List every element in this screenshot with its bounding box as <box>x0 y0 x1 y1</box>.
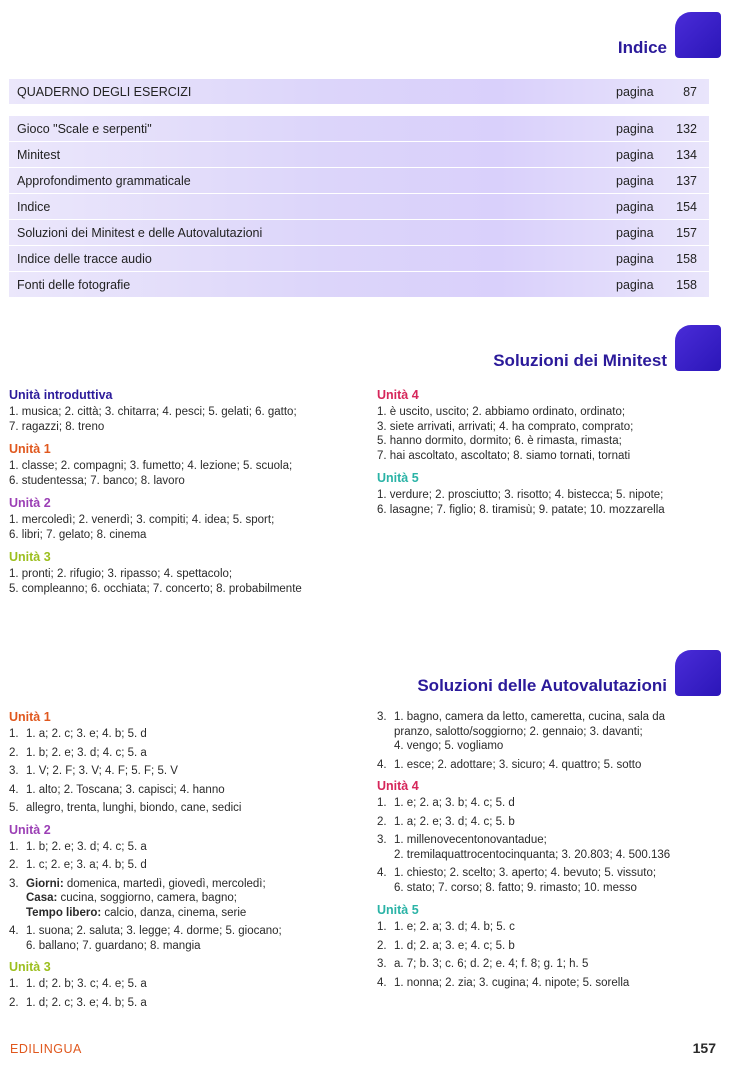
index-row-pagina: pagina <box>616 121 654 136</box>
answer-line: 1. bagno, camera da letto, cameretta, cucina, sala da <box>394 711 666 723</box>
item-number: 2. <box>9 859 19 871</box>
section-tab-icon <box>675 12 721 58</box>
answer-line: 3. siete arrivati, arrivati; 4. ha comprato, comprato; <box>377 420 634 433</box>
unit-heading: Unità introduttiva <box>9 388 113 402</box>
item-number: 4. <box>9 783 19 796</box>
answer-item <box>9 996 364 1011</box>
unit-heading: Unità 2 <box>9 496 51 510</box>
answer-list <box>9 977 364 1010</box>
item-text: a. 7; b. 3; c. 6; d. 2; e. 4; f. 8; g. 1; h. 5 <box>394 958 589 970</box>
publisher-logo: EDILINGUA <box>10 1042 82 1056</box>
unit-answers <box>9 405 364 434</box>
unit-heading: Unità 4 <box>377 779 419 793</box>
answer-label: Giorni: <box>26 877 64 890</box>
minitest-heading <box>493 325 721 371</box>
index-row-pagina: pagina <box>616 84 654 99</box>
autoval-right-column <box>377 710 737 997</box>
minitest-right-column <box>377 388 737 525</box>
autoval-title: Soluzioni delle Autovalutazioni <box>417 676 667 695</box>
unit-heading: Unità 3 <box>9 960 51 974</box>
index-row-name: Approfondimento grammaticale <box>17 173 191 188</box>
item-number: 4. <box>377 758 387 771</box>
item-number: 1. <box>377 921 387 933</box>
answer-item <box>377 976 737 991</box>
item-number: 2. <box>9 746 19 759</box>
answer-item <box>9 783 364 798</box>
answer-list <box>377 796 737 895</box>
autoval-heading <box>417 650 721 696</box>
item-number: 1. <box>9 978 19 990</box>
unit-answers <box>9 567 364 596</box>
item-number: 2. <box>377 815 387 828</box>
section-tab-icon <box>675 325 721 371</box>
item-text: 1. d; 2. c; 3. e; 4. b; 5. a <box>26 996 147 1009</box>
answer-list <box>377 920 737 990</box>
answer-item <box>9 840 364 855</box>
index-row[interactable] <box>9 141 709 167</box>
answer-line: 1. mercoledì; 2. venerdì; 3. compiti; 4. idea; 5. sport; <box>9 514 275 526</box>
answer-line: 1. è uscito, uscito; 2. abbiamo ordinato, ordinato; <box>377 406 626 418</box>
item-number: 5. <box>9 802 19 814</box>
index-row[interactable] <box>9 167 709 193</box>
index-row-number: 134 <box>676 147 697 162</box>
index-table <box>9 116 709 297</box>
item-number: 2. <box>377 939 387 952</box>
answer-line <box>26 906 364 921</box>
index-row-name: Gioco "Scale e serpenti" <box>17 121 152 136</box>
item-text: 1. nonna; 2. zia; 3. cugina; 4. nipote; 5. sorella <box>394 976 630 989</box>
answer-value: calcio, danza, cinema, serie <box>101 906 247 919</box>
item-text: 1. alto; 2. Toscana; 3. capisci; 4. hanno <box>26 783 225 796</box>
answer-line: pranzo, salotto/soggiorno; 2. gennaio; 3. davanti; <box>394 725 643 738</box>
index-row-name: QUADERNO DEGLI ESERCIZI <box>17 84 192 99</box>
unit-answers <box>377 405 737 463</box>
item-text: 1. esce; 2. adottare; 3. sicuro; 4. quattro; 5. sotto <box>394 758 642 771</box>
item-text: 1. V; 2. F; 3. V; 4. F; 5. F; 5. V <box>26 765 178 777</box>
item-text: 1. e; 2. a; 3. b; 4. c; 5. d <box>394 797 515 809</box>
answer-line: 1. chiesto; 2. scelto; 3. aperto; 4. bevuto; 5. vissuto; <box>394 867 657 879</box>
index-row[interactable] <box>9 116 709 141</box>
item-text <box>394 866 737 895</box>
answer-line <box>26 891 364 906</box>
answer-item <box>377 920 737 935</box>
answer-item <box>9 924 364 953</box>
item-text: 1. b; 2. e; 3. d; 4. c; 5. a <box>26 840 147 853</box>
item-text: 1. a; 2. c; 3. e; 4. b; 5. d <box>26 728 147 740</box>
item-text: 1. d; 2. b; 3. c; 4. e; 5. a <box>26 978 147 990</box>
answer-line: 7. hai ascoltato, ascoltato; 8. siamo tornati, tornati <box>377 449 631 462</box>
index-row-pagina: pagina <box>616 173 654 188</box>
unit-heading: Unità 3 <box>9 550 51 564</box>
answer-line: 6. libri; 7. gelato; 8. cinema <box>9 528 147 541</box>
index-row-pagina: pagina <box>616 147 654 162</box>
unit-answers <box>9 513 364 542</box>
answer-line: 6. studentessa; 7. banco; 8. lavoro <box>9 474 185 487</box>
answer-item <box>377 815 737 830</box>
item-text <box>394 710 737 754</box>
answer-line: 6. ballano; 7. guardano; 8. mangia <box>26 939 201 952</box>
index-row-number: 158 <box>676 277 697 292</box>
answer-value: domenica, martedì, giovedì, mercoledì; <box>63 877 266 890</box>
answer-item <box>9 977 364 992</box>
index-row[interactable] <box>9 219 709 245</box>
index-row-number: 87 <box>683 84 697 99</box>
answer-list <box>9 727 364 816</box>
item-number: 3. <box>9 877 19 890</box>
answer-line: 6. lasagne; 7. figlio; 8. tiramisù; 9. patate; 10. mozzarella <box>377 503 665 516</box>
index-row-name: Fonti delle fotografie <box>17 277 131 292</box>
page-number: 157 <box>692 1040 716 1056</box>
minitest-left-column <box>9 388 364 604</box>
answer-item <box>9 858 364 873</box>
item-text: allegro, trenta, lunghi, biondo, cane, sedici <box>26 802 242 814</box>
answer-line: 1. millenovecentonovantadue; <box>394 834 547 846</box>
index-row-number: 154 <box>676 199 697 214</box>
answer-value: cucina, soggiorno, camera, bagno; <box>57 892 237 904</box>
answer-line: 2. tremilaquattrocentocinquanta; 3. 20.803; 4. 500.136 <box>394 848 671 861</box>
item-text: 1. e; 2. a; 3. d; 4. b; 5. c <box>394 921 515 933</box>
unit-heading: Unità 4 <box>377 388 419 402</box>
answer-line: 6. stato; 7. corso; 8. fatto; 9. rimasto; 10. messo <box>394 881 637 894</box>
minitest-title: Soluzioni dei Minitest <box>493 351 667 370</box>
unit-heading: Unità 1 <box>9 442 51 456</box>
answer-item <box>9 801 364 816</box>
item-number: 4. <box>377 867 387 879</box>
answer-line: 1. musica; 2. città; 3. chitarra; 4. pesci; 5. gelati; 6. gatto; <box>9 406 297 418</box>
answer-list <box>9 840 364 954</box>
item-number: 3. <box>377 958 387 970</box>
unit-heading: Unità 2 <box>9 822 51 837</box>
index-row-number: 132 <box>676 121 697 136</box>
item-text: 1. c; 2. e; 3. a; 4. b; 5. d <box>26 859 147 871</box>
answer-item <box>377 758 737 773</box>
index-row[interactable] <box>9 79 709 104</box>
item-text: 1. d; 2. a; 3. e; 4. c; 5. b <box>394 939 515 952</box>
answer-item <box>377 939 737 954</box>
index-row-pagina: pagina <box>616 251 654 266</box>
answer-item <box>9 877 364 921</box>
unit-heading: Unità 5 <box>377 471 419 485</box>
index-heading <box>618 12 721 58</box>
answer-item <box>377 710 737 754</box>
answer-line: 5. compleanno; 6. occhiata; 7. concerto; 8. probabilmente <box>9 582 302 595</box>
index-row-name: Soluzioni dei Minitest e delle Autovalutazioni <box>17 225 263 240</box>
answer-label: Casa: <box>26 892 58 904</box>
answer-list <box>377 710 737 772</box>
index-row-number: 137 <box>676 173 697 188</box>
item-text: 1. b; 2. e; 3. d; 4. c; 5. a <box>26 746 147 759</box>
item-number: 1. <box>9 728 19 740</box>
index-title: Indice <box>617 38 667 57</box>
answer-item <box>377 957 737 972</box>
item-number: 2. <box>9 996 19 1009</box>
unit-answers <box>9 459 364 488</box>
item-number: 4. <box>9 925 19 937</box>
index-table-top <box>9 79 709 104</box>
item-number: 1. <box>9 840 19 853</box>
answer-line: 1. suona; 2. saluta; 3. legge; 4. dorme; 5. giocano; <box>26 925 282 937</box>
index-row-name: Minitest <box>17 147 61 162</box>
item-number: 3. <box>377 711 387 723</box>
index-row-name: Indice delle tracce audio <box>17 251 152 266</box>
index-row-pagina: pagina <box>616 277 654 292</box>
index-row-number: 158 <box>676 251 697 266</box>
answer-label: Tempo libero: <box>26 906 102 919</box>
item-text <box>26 877 364 921</box>
index-row-pagina: pagina <box>616 199 654 214</box>
item-text <box>394 833 737 862</box>
index-row[interactable] <box>9 193 709 219</box>
answer-item <box>9 746 364 761</box>
index-row-number: 157 <box>676 225 697 240</box>
index-row[interactable] <box>9 245 709 271</box>
answer-line: 1. verdure; 2. prosciutto; 3. risotto; 4. bistecca; 5. nipote; <box>377 489 664 501</box>
answer-line: 7. ragazzi; 8. treno <box>9 420 105 433</box>
index-row[interactable] <box>9 271 709 297</box>
answer-line: 1. classe; 2. compagni; 3. fumetto; 4. lezione; 5. scuola; <box>9 460 293 472</box>
answer-item <box>377 866 737 895</box>
answer-item <box>9 764 364 779</box>
index-row-name: Indice <box>17 199 51 214</box>
unit-heading: Unità 1 <box>9 710 51 724</box>
item-text: 1. a; 2. e; 3. d; 4. c; 5. b <box>394 815 515 828</box>
item-text <box>26 924 364 953</box>
item-number: 1. <box>377 797 387 809</box>
answer-line: 1. pronti; 2. rifugio; 3. ripasso; 4. spettacolo; <box>9 568 233 580</box>
item-number: 3. <box>377 834 387 846</box>
index-row-pagina: pagina <box>616 225 654 240</box>
item-number: 4. <box>377 976 387 989</box>
answer-line: 5. hanno dormito, dormito; 6. è rimasta, rimasta; <box>377 435 622 447</box>
item-number: 3. <box>9 765 19 777</box>
section-tab-icon <box>675 650 721 696</box>
answer-item <box>377 833 737 862</box>
answer-line <box>26 877 364 892</box>
unit-heading: Unità 5 <box>377 903 419 917</box>
answer-line: 4. vengo; 5. vogliamo <box>394 740 504 752</box>
autoval-left-column <box>9 710 364 1017</box>
unit-answers <box>377 488 737 517</box>
answer-item <box>9 727 364 742</box>
answer-item <box>377 796 737 811</box>
